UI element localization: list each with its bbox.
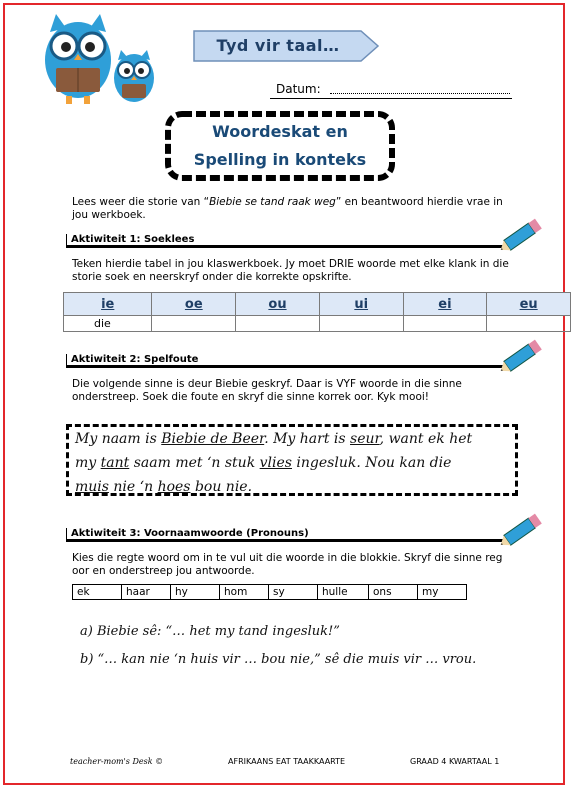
script-line-2: my tant saam met ‘n stuk vlies ingesluk. Nou kan die xyxy=(75,455,452,471)
owl-mascots-icon xyxy=(36,10,156,110)
sentence-b: b) “… kan nie ‘n huis vir … bou nie,” sê die muis vir … vrou. xyxy=(80,652,477,667)
pencil-icon xyxy=(496,334,548,378)
activity1-label: Aktiwiteit 1: Soeklees xyxy=(71,234,195,245)
vowel-header: eu xyxy=(487,293,571,316)
vowel-cell xyxy=(236,316,320,332)
script-line-3: muis nie ‘n hoes bou nie. xyxy=(75,479,253,495)
intro-after: ” en beantwoord hierdie vrae in jou werkboek. xyxy=(72,196,503,221)
section-heading-cloud xyxy=(160,106,400,186)
handwritten-sentences xyxy=(69,427,515,499)
activity2-header xyxy=(66,354,512,368)
vowel-header: oe xyxy=(152,293,236,316)
vowel-table xyxy=(63,292,571,332)
pencil-icon xyxy=(496,508,548,552)
handwriting-box xyxy=(66,424,518,496)
vowel-cell xyxy=(152,316,236,332)
word-bank-item: hulle xyxy=(318,585,369,600)
vowel-cell: die xyxy=(64,316,152,332)
intro-before: Lees weer die storie van “ xyxy=(72,196,210,208)
activity1-header xyxy=(66,234,512,248)
title-banner xyxy=(193,30,379,62)
error-word: muis xyxy=(75,479,109,495)
vowel-cell xyxy=(319,316,403,332)
error-word: tant xyxy=(100,455,130,471)
script-line-1: My naam is Biebie de Beer. My hart is seur, want ek het xyxy=(75,431,473,447)
pencil-icon xyxy=(496,213,548,257)
activity3-instruction: Kies die regte woord om in te vul uit die woorde in die blokkie. Skryf die sinne reg oor en onderstreep jou antwoorde. xyxy=(72,552,503,577)
section-title-line2: Spelling in konteks xyxy=(193,150,367,169)
error-word: Biebie de Beer xyxy=(161,431,265,447)
footer-brand xyxy=(70,757,163,766)
word-bank-item: my xyxy=(418,585,467,600)
copyright-symbol: © xyxy=(155,757,164,766)
activity1-instruction: Teken hierdie tabel in jou klaswerkboek. Jy moet DRIE woorde met elke klank in die storie soek en neerskryf onder die korrekte opskrifte. xyxy=(72,258,509,283)
date-field-line xyxy=(330,93,510,94)
word-bank-item: ek xyxy=(73,585,122,600)
vowel-cell xyxy=(487,316,571,332)
vowel-header: ei xyxy=(403,293,487,316)
scalloped-frame-icon xyxy=(160,106,400,186)
word-bank-item: sy xyxy=(269,585,318,600)
word-bank-item: hy xyxy=(171,585,220,600)
activity3-label: Aktiwiteit 3: Voornaamwoorde (Pronouns) xyxy=(71,528,309,539)
activity2-label: Aktiwiteit 2: Spelfoute xyxy=(71,354,199,365)
story-title: Biebie se tand raak weg xyxy=(209,196,336,208)
vowel-header: ou xyxy=(236,293,320,316)
footer-grade: GRAAD 4 KWARTAAL 1 xyxy=(410,757,500,766)
sentence-a: a) Biebie sê: “… het my tand ingesluk!” xyxy=(80,624,340,639)
footer-center: AFRIKAANS EAT TAAKKAARTE xyxy=(228,757,346,766)
activity3-header xyxy=(66,528,512,542)
vowel-header: ui xyxy=(319,293,403,316)
word-bank-item: haar xyxy=(122,585,171,600)
error-word: vlies xyxy=(259,455,292,471)
intro-text xyxy=(72,196,520,222)
date-label: Datum: xyxy=(276,82,321,96)
brand-text: teacher-mom's Desk xyxy=(70,757,153,766)
error-word: hoes xyxy=(157,479,191,495)
vowel-header: ie xyxy=(64,293,152,316)
page-title: Tyd vir taal… xyxy=(216,36,340,55)
error-word: seur xyxy=(350,431,380,447)
header-divider xyxy=(270,98,512,99)
word-bank-item: ons xyxy=(369,585,418,600)
word-bank xyxy=(72,584,467,600)
word-bank-item: hom xyxy=(220,585,269,600)
section-title-line1: Woordeskat en xyxy=(212,122,348,141)
vowel-cell xyxy=(403,316,487,332)
activity2-instruction: Die volgende sinne is deur Biebie geskryf. Daar is VYF woorde in die sinne onderstreep. Soek die foute en skryf die sinne korrek oor. Kyk mooi! xyxy=(72,378,462,403)
